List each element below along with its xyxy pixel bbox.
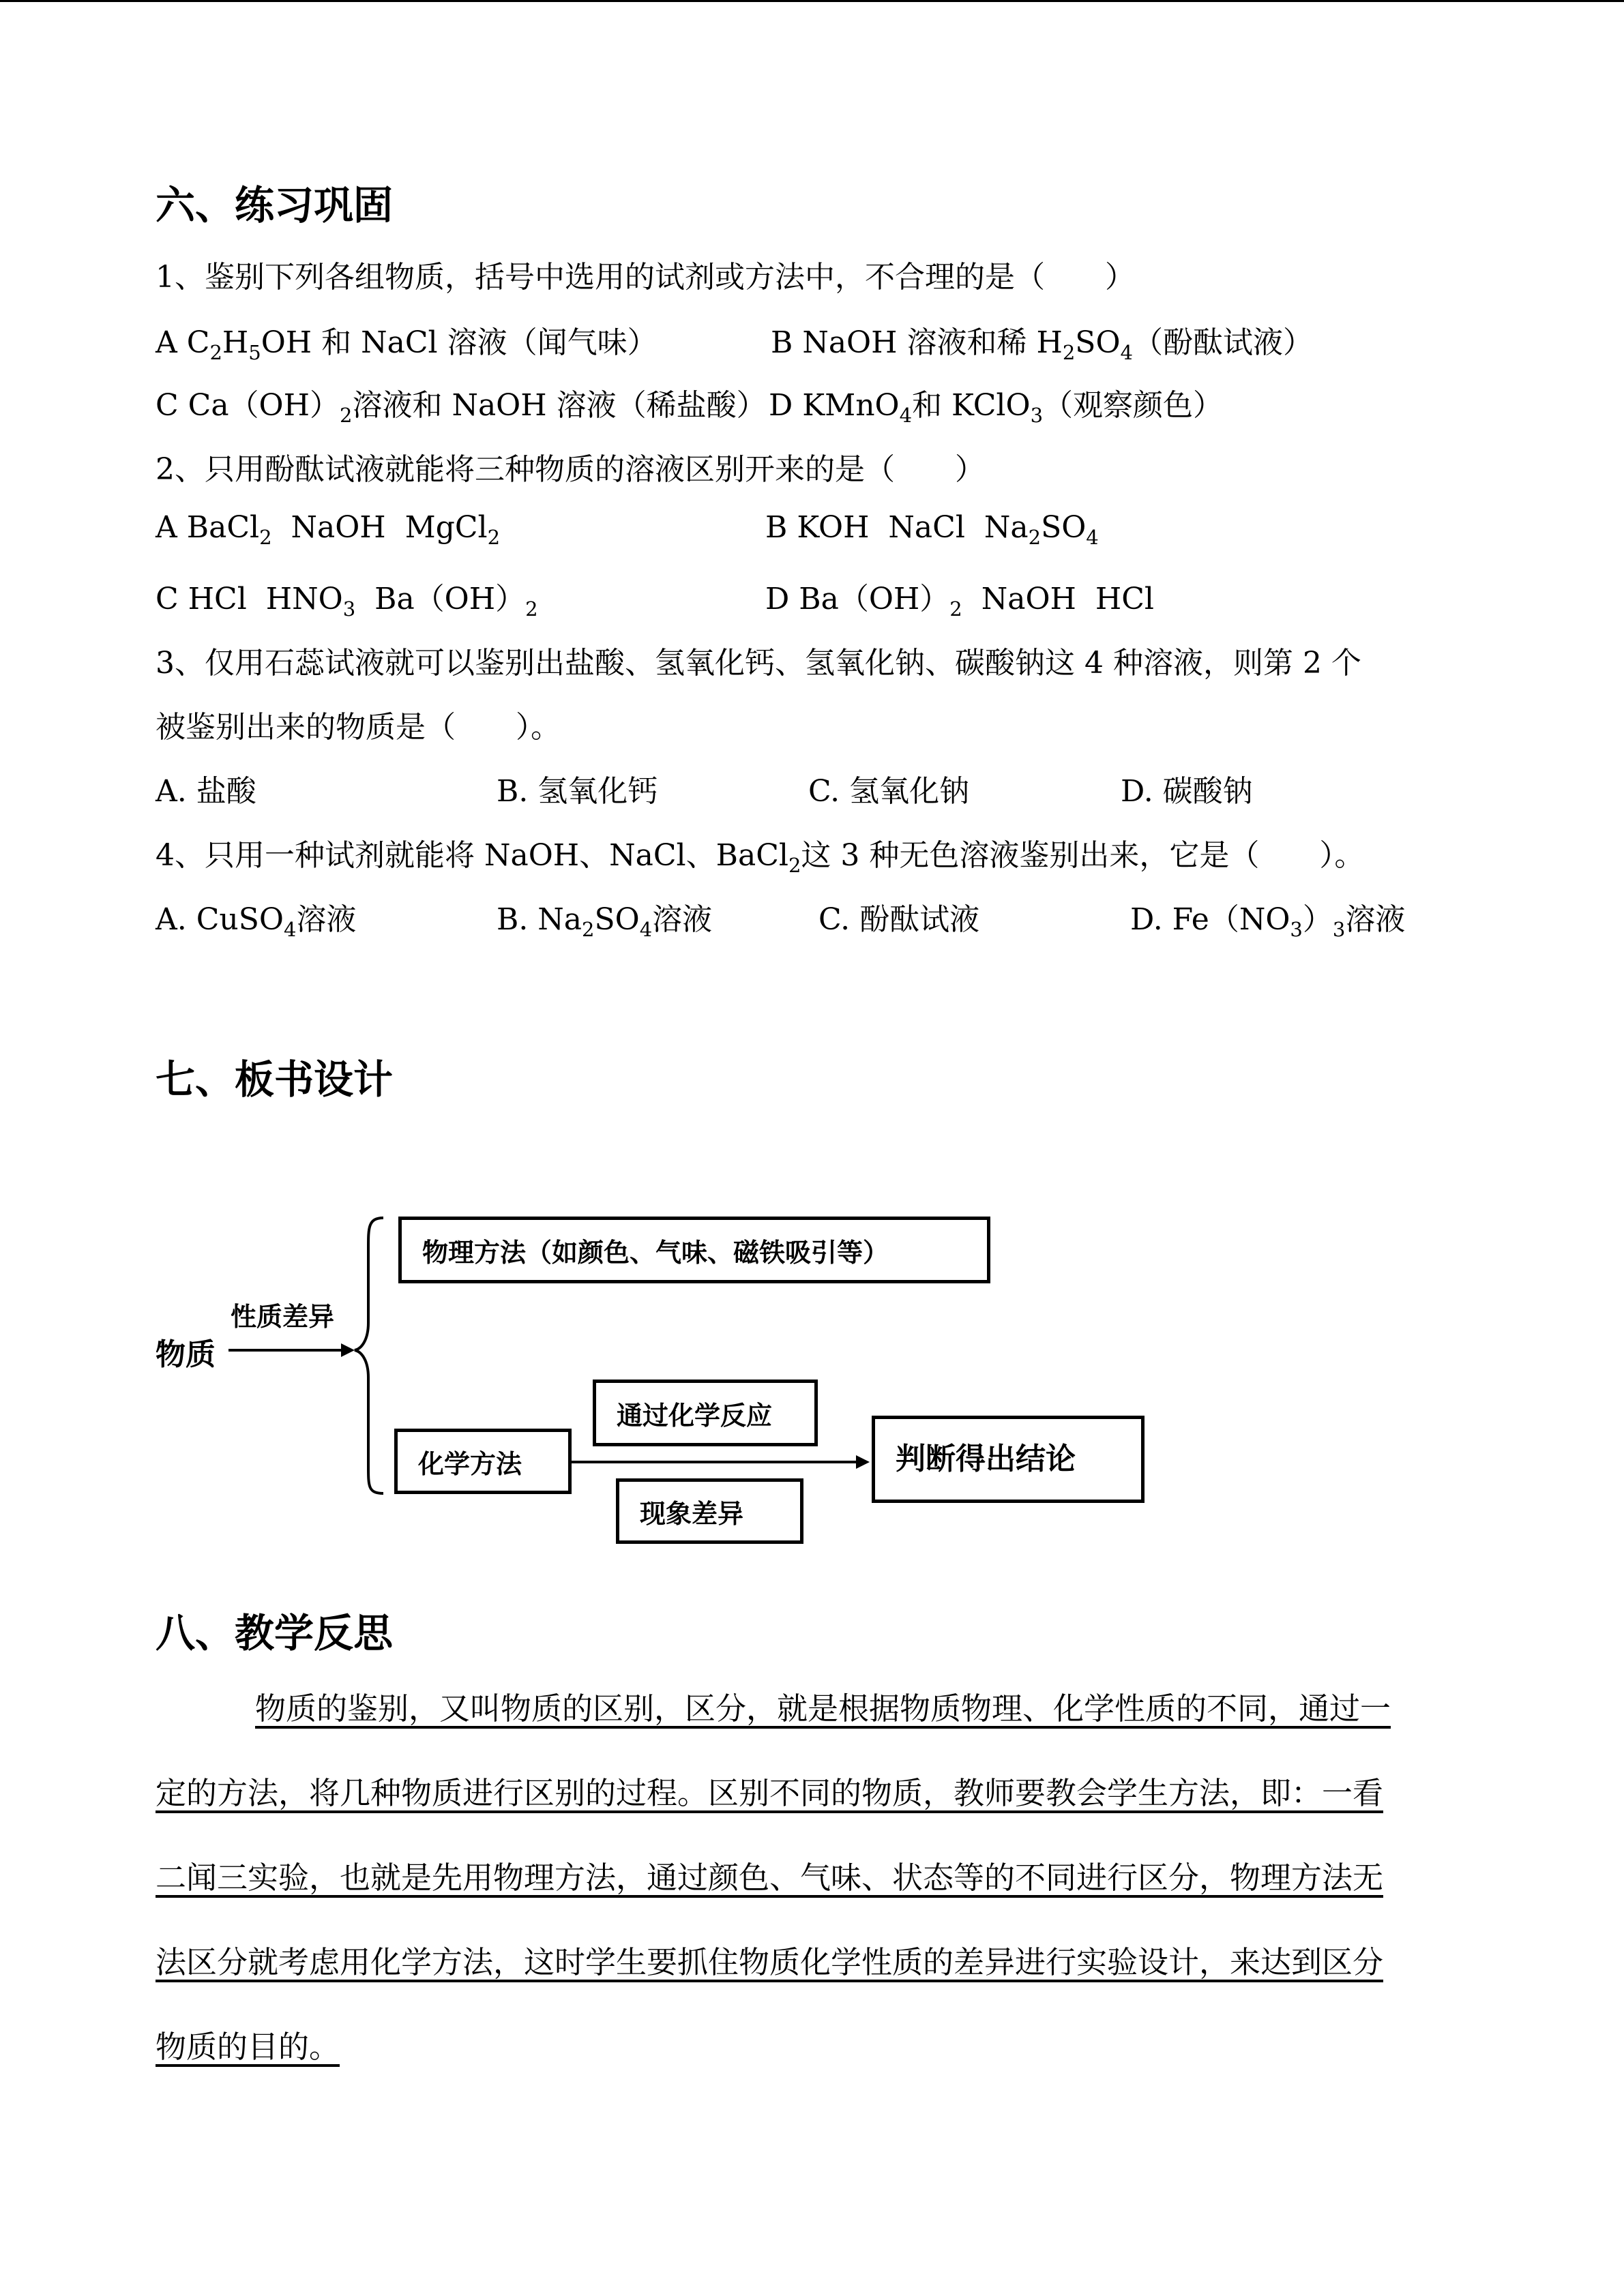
q3-stem-line2: 被鉴别出来的物质是（ ）。 bbox=[156, 710, 561, 745]
q4-option-c: C. 酚酞试液 bbox=[818, 902, 980, 937]
q2-option-b: B KOH NaCl $Na_2SO_4$ bbox=[765, 510, 1099, 549]
reflection-line-4: 法区分就考虑用化学方法，这时学生要抓住物质化学性质的差异进行实验设计，来达到区分 bbox=[156, 1944, 1384, 1980]
q1-option-c: C $Ca(OH)_2$溶液和 NaOH 溶液（稀盐酸） bbox=[156, 388, 767, 427]
chemical-method-box: 化学方法 bbox=[394, 1429, 572, 1494]
reflection-line-1: 物质的鉴别，又叫物质的区别，区分，就是根据物质物理、化学性质的不同，通过一 bbox=[255, 1690, 1391, 1727]
q3-option-c: C. 氢氧化钠 bbox=[808, 774, 970, 809]
q2-option-a: A BaCl$_2$ NaOH MgCl$_2$ bbox=[156, 510, 501, 549]
q1-stem: 1、鉴别下列各组物质，括号中选用的试剂或方法中，不合理的是（ ） bbox=[156, 260, 1135, 295]
q3-option-b: B. 氢氧化钙 bbox=[497, 774, 658, 809]
reflection-line-2: 定的方法，将几种物质进行区别的过程。区别不同的物质，教师要教会学生方法，即：一看 bbox=[156, 1775, 1384, 1811]
q3-stem-line1: 3、仅用石蕊试液就可以鉴别出盐酸、氢氧化钙、氢氧化钠、碳酸钠这 4 种溶液，则第 2 个 bbox=[156, 646, 1361, 681]
reflection-paragraph bbox=[156, 1667, 1465, 2089]
section-8-title: 八、教学反思 bbox=[156, 1610, 394, 1656]
physical-method-box: 物理方法（如颜色、气味、磁铁吸引等） bbox=[398, 1217, 990, 1283]
q4-option-a: A. CuSO$_4$溶液 bbox=[156, 902, 357, 941]
diagram-substance: 物质 bbox=[156, 1337, 216, 1372]
q2-option-c: C HCl $HNO_3$ $Ba(OH)_2$ bbox=[156, 582, 538, 621]
q1-option-d: D KMnO$_4$和 KClO$_3$（观察颜色） bbox=[769, 388, 1224, 427]
chemical-arrow-head bbox=[856, 1455, 870, 1469]
brace bbox=[355, 1218, 383, 1493]
q2-option-d: D $Ba(OH)_2$ NaOH HCl bbox=[765, 582, 1154, 621]
q1-option-b: B NaOH 溶液和稀 $H_2SO_4$（酚酞试液） bbox=[771, 325, 1313, 364]
q4-option-d: D. $Fe(NO_3)_3$溶液 bbox=[1130, 902, 1406, 941]
q4-option-b: B. $Na_2SO_4$溶液 bbox=[497, 902, 713, 941]
q3-option-a: A. 盐酸 bbox=[156, 774, 256, 809]
substance-arrow-head bbox=[341, 1343, 355, 1357]
phenomenon-box: 现象差异 bbox=[616, 1478, 803, 1544]
q3-option-d: D. 碳酸钠 bbox=[1121, 774, 1253, 809]
section-7-title: 七、板书设计 bbox=[156, 1056, 394, 1103]
q2-stem: 2、只用酚酞试液就能将三种物质的溶液区别开来的是（ ） bbox=[156, 452, 985, 487]
via-reaction-box: 通过化学反应 bbox=[593, 1380, 818, 1446]
diagram-property-diff: 性质差异 bbox=[231, 1302, 335, 1332]
reflection-line-3: 二闻三实验，也就是先用物理方法，通过颜色、气味、状态等的不同进行区分，物理方法无 bbox=[156, 1860, 1384, 1896]
conclusion-box: 判断得出结论 bbox=[872, 1416, 1145, 1503]
reflection-line-5: 物质的目的。 bbox=[156, 2029, 340, 2065]
q4-stem: 4、只用一种试剂就能将 NaOH、NaCl、BaCl$_2$这 3 种无色溶液鉴别出来，它是（ ）。 bbox=[156, 838, 1365, 877]
section-6-title: 六、练习巩固 bbox=[156, 182, 394, 228]
q1-option-a: A $C_2H_5OH$ 和 NaCl 溶液（闻气味） bbox=[156, 325, 658, 364]
